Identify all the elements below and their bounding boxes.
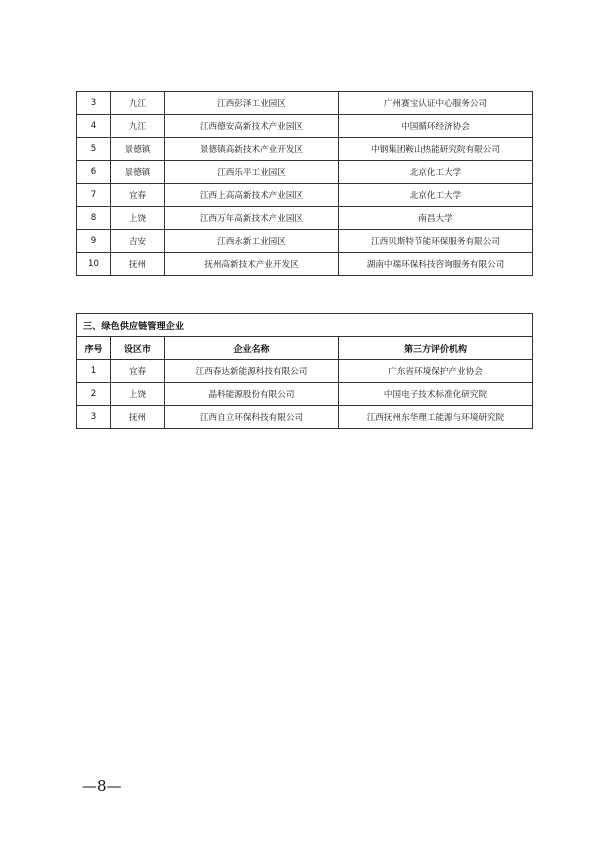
cell-no: 5 bbox=[77, 138, 111, 161]
cell-agency: 江西抚州东华理工能源与环境研究院 bbox=[339, 406, 533, 429]
cell-no: 6 bbox=[77, 161, 111, 184]
cell-no: 3 bbox=[77, 92, 111, 115]
cell-city: 抚州 bbox=[111, 253, 165, 276]
section-title: 三、绿色供应链管理企业 bbox=[77, 314, 533, 337]
table-row bbox=[77, 92, 533, 115]
cell-agency: 中国循环经济协会 bbox=[339, 115, 533, 138]
cell-city: 上饶 bbox=[111, 207, 165, 230]
cell-name: 景德镇高新技术产业开发区 bbox=[165, 138, 339, 161]
cell-city: 宜春 bbox=[111, 184, 165, 207]
cell-no: 4 bbox=[77, 115, 111, 138]
table-row bbox=[77, 406, 533, 429]
header-no: 序号 bbox=[77, 337, 111, 360]
table-row bbox=[77, 230, 533, 253]
green-supply-chain-table bbox=[76, 313, 533, 429]
cell-city: 景德镇 bbox=[111, 161, 165, 184]
cell-no: 8 bbox=[77, 207, 111, 230]
cell-name: 抚州高新技术产业开发区 bbox=[165, 253, 339, 276]
green-parks-table bbox=[76, 91, 533, 276]
header-agency: 第三方评价机构 bbox=[339, 337, 533, 360]
cell-agency: 广州赛宝认证中心服务公司 bbox=[339, 92, 533, 115]
green-parks-table-body bbox=[77, 92, 533, 276]
cell-agency: 湖南中瑞环保科技咨询服务有限公司 bbox=[339, 253, 533, 276]
cell-agency: 江西贝斯特节能环保服务有限公司 bbox=[339, 230, 533, 253]
green-supply-chain-table-body bbox=[77, 360, 533, 429]
table-row bbox=[77, 184, 533, 207]
cell-agency: 北京化工大学 bbox=[339, 161, 533, 184]
cell-name: 江西春达新能源科技有限公司 bbox=[165, 360, 339, 383]
cell-name: 晶科能源股份有限公司 bbox=[165, 383, 339, 406]
cell-agency: 广东省环境保护产业协会 bbox=[339, 360, 533, 383]
cell-agency: 南昌大学 bbox=[339, 207, 533, 230]
cell-no: 9 bbox=[77, 230, 111, 253]
cell-agency: 中钢集团鞍山热能研究院有限公司 bbox=[339, 138, 533, 161]
table-row bbox=[77, 115, 533, 138]
cell-no: 10 bbox=[77, 253, 111, 276]
cell-city: 九江 bbox=[111, 92, 165, 115]
cell-no: 1 bbox=[77, 360, 111, 383]
table-row bbox=[77, 383, 533, 406]
section-title-row bbox=[77, 314, 533, 337]
cell-city: 吉安 bbox=[111, 230, 165, 253]
cell-name: 江西乐平工业园区 bbox=[165, 161, 339, 184]
cell-name: 江西上高高新技术产业园区 bbox=[165, 184, 339, 207]
cell-city: 抚州 bbox=[111, 406, 165, 429]
header-city: 设区市 bbox=[111, 337, 165, 360]
cell-agency: 北京化工大学 bbox=[339, 184, 533, 207]
cell-no: 7 bbox=[77, 184, 111, 207]
cell-city: 景德镇 bbox=[111, 138, 165, 161]
cell-name: 江西德安高新技术产业园区 bbox=[165, 115, 339, 138]
cell-agency: 中国电子技术标准化研究院 bbox=[339, 383, 533, 406]
page-number: —8— bbox=[82, 777, 122, 795]
cell-city: 宜春 bbox=[111, 360, 165, 383]
cell-no: 3 bbox=[77, 406, 111, 429]
table-row bbox=[77, 207, 533, 230]
table-row bbox=[77, 138, 533, 161]
cell-no: 2 bbox=[77, 383, 111, 406]
cell-city: 九江 bbox=[111, 115, 165, 138]
cell-city: 上饶 bbox=[111, 383, 165, 406]
cell-name: 江西彭泽工业园区 bbox=[165, 92, 339, 115]
header-name: 企业名称 bbox=[165, 337, 339, 360]
table-row bbox=[77, 360, 533, 383]
cell-name: 江西万年高新技术产业园区 bbox=[165, 207, 339, 230]
header-row bbox=[77, 337, 533, 360]
cell-name: 江西永新工业园区 bbox=[165, 230, 339, 253]
table-row bbox=[77, 253, 533, 276]
table-row bbox=[77, 161, 533, 184]
cell-name: 江西自立环保科技有限公司 bbox=[165, 406, 339, 429]
